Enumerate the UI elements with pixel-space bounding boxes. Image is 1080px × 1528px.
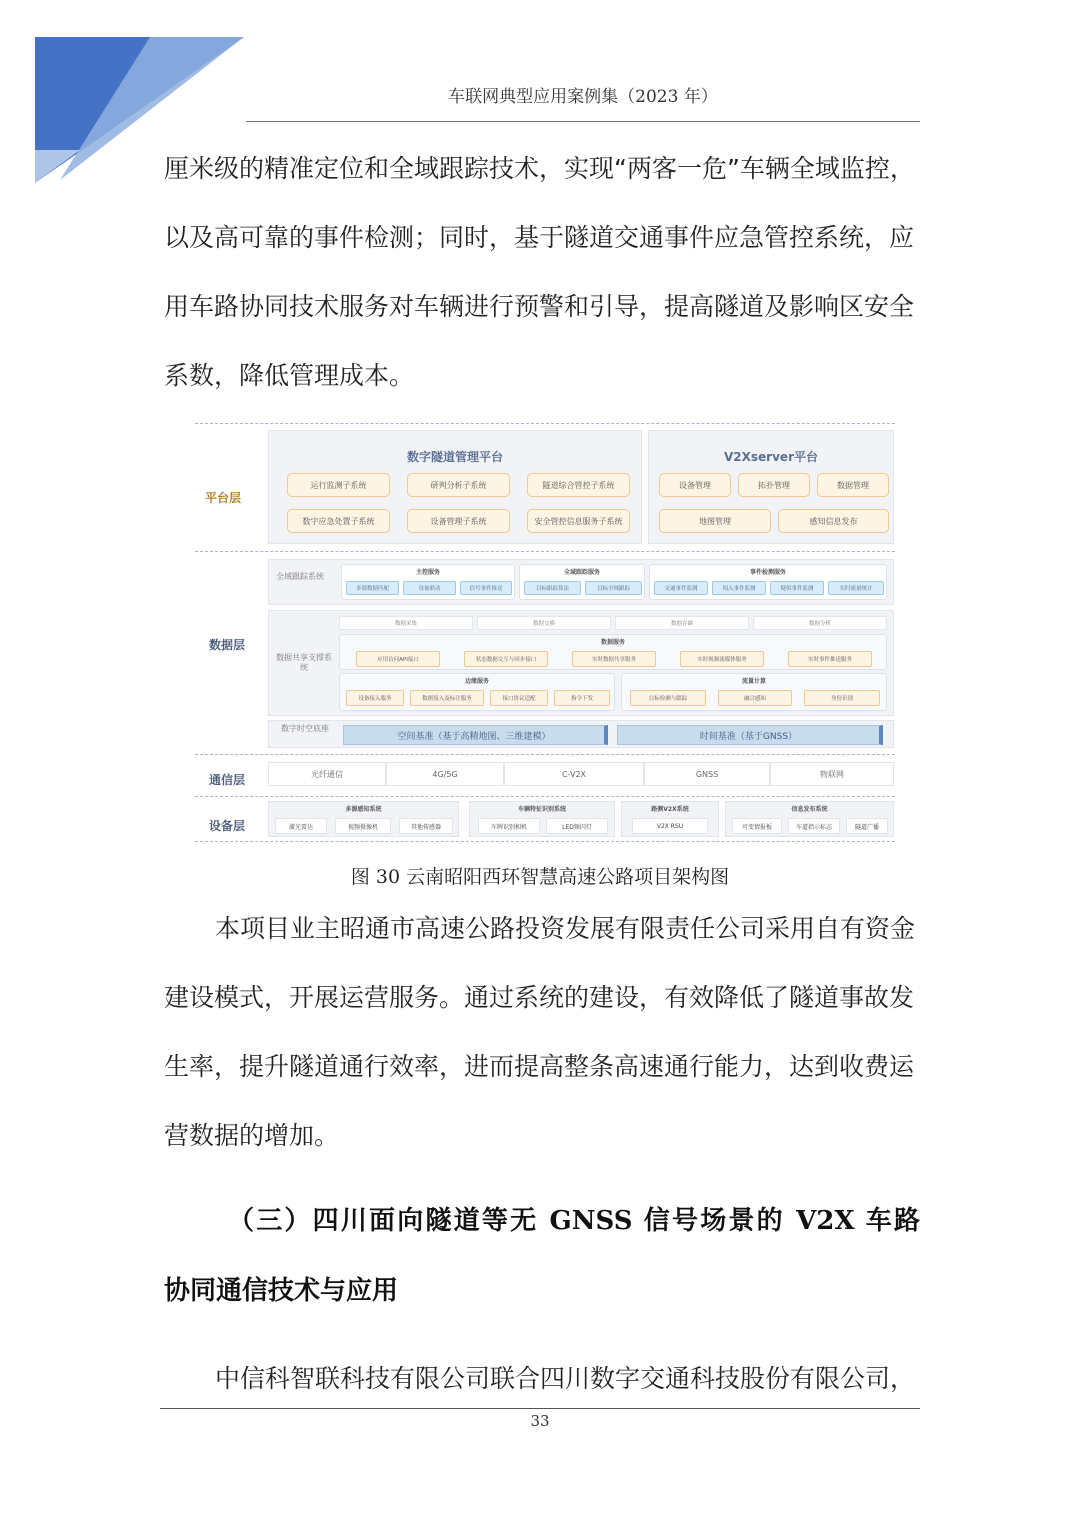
data-sharing-panel bbox=[268, 610, 894, 716]
figure-caption: 图 30 云南昭阳西环智慧高速公路项目架构图 bbox=[350, 866, 730, 888]
service-item: 多源数据匹配 bbox=[346, 581, 399, 595]
platform-module: 感知信息发布 bbox=[778, 509, 889, 533]
device-item: 激光雷达 bbox=[275, 818, 327, 834]
comm-item: C-V2X bbox=[504, 762, 644, 786]
divider-line bbox=[195, 754, 895, 755]
platform-module: 数据管理 bbox=[817, 473, 889, 497]
layer-label-platform: 平台层 bbox=[205, 491, 242, 505]
service-group bbox=[341, 564, 515, 600]
space-reference-bar: 空间基准（基于高精地图、三维建模） bbox=[343, 725, 608, 745]
service-group-title: 事件检测服务 bbox=[749, 569, 786, 576]
platform-module: 运行监测子系统 bbox=[287, 473, 390, 497]
flow-compute-title: 流量计算 bbox=[741, 678, 766, 685]
service-group bbox=[649, 564, 887, 600]
device-group-title: 多源感知系统 bbox=[345, 806, 382, 813]
device-item: 车道指示标志 bbox=[788, 818, 840, 834]
layer-label-device: 设备层 bbox=[209, 819, 246, 833]
edge-service-group bbox=[339, 673, 615, 711]
device-item: V2X RSU bbox=[632, 818, 708, 834]
spatial-base-label: 数字时空底座 bbox=[281, 724, 329, 733]
data-process: 数据分析 bbox=[753, 616, 887, 630]
device-item: 可变情报板 bbox=[732, 818, 782, 834]
device-group bbox=[268, 801, 459, 837]
v2x-platform-panel bbox=[648, 430, 894, 544]
device-item: LED频闪灯 bbox=[546, 818, 608, 834]
data-service-item: 实时视频流媒体服务 bbox=[680, 651, 764, 667]
service-item: 目标跟踪算法 bbox=[524, 581, 581, 595]
tracking-system-panel bbox=[268, 559, 894, 605]
edge-service-item: 接口协议适配 bbox=[490, 690, 548, 706]
architecture-diagram bbox=[195, 421, 895, 845]
section-heading bbox=[164, 1186, 920, 1326]
device-group bbox=[725, 801, 894, 837]
platform-module: 拓扑管理 bbox=[738, 473, 810, 497]
platform-module: 设备管理 bbox=[659, 473, 731, 497]
section-heading-line2: 协同通信技术与应用 bbox=[164, 1276, 399, 1306]
divider-line bbox=[195, 841, 895, 842]
data-process: 数据采集 bbox=[339, 616, 473, 630]
service-item: 疑似事件监测 bbox=[770, 581, 824, 595]
paragraph-intro: 厘米级的精准定位和全域跟踪技术，实现“两客一危”车辆全域监控，以及高可靠的事件检测；同时，基于隧道交通事件应急管控系统，应用车路协同技术服务对车辆进行预警和引导，提高隧道及影响区安全系数，降低管理成本。 bbox=[164, 154, 915, 390]
tunnel-platform-title: 数字隧道管理平台 bbox=[406, 450, 503, 464]
device-item: 隧道广播 bbox=[846, 818, 888, 834]
platform-module: 安全管控信息服务子系统 bbox=[527, 509, 630, 533]
flow-compute-item: 目标检测与跟踪 bbox=[630, 690, 706, 706]
divider-line bbox=[195, 423, 895, 424]
footer-divider bbox=[160, 1408, 920, 1409]
service-group bbox=[519, 564, 645, 600]
header-divider bbox=[246, 121, 920, 122]
data-service-item: 实时数据共享服务 bbox=[572, 651, 656, 667]
platform-module: 设备管理子系统 bbox=[407, 509, 510, 533]
comm-item: 光纤通信 bbox=[268, 762, 386, 786]
service-group-title: 全域跟踪服务 bbox=[563, 569, 600, 576]
service-item: 目标全域跟踪 bbox=[585, 581, 642, 595]
device-group-title: 信息发布系统 bbox=[791, 806, 828, 813]
layer-label-comm: 通信层 bbox=[209, 773, 246, 787]
paragraph-next: 中信科智联科技有限公司联合四川数字交通科技股份有限公司， bbox=[215, 1364, 916, 1393]
device-item: 车牌识别相机 bbox=[478, 818, 540, 834]
divider-line bbox=[195, 551, 895, 552]
device-group bbox=[469, 801, 615, 837]
tunnel-platform-panel bbox=[268, 430, 642, 544]
data-service-item: 实时事件推送服务 bbox=[788, 651, 872, 667]
platform-module: 地图管理 bbox=[659, 509, 771, 533]
data-process: 数据交换 bbox=[477, 616, 611, 630]
service-item: 设备联动 bbox=[403, 581, 456, 595]
service-item: 交通事件监测 bbox=[654, 581, 708, 595]
device-group-title: 路侧V2X系统 bbox=[651, 806, 689, 813]
edge-service-item: 设备接入服务 bbox=[346, 690, 404, 706]
platform-module: 隧道综合管控子系统 bbox=[527, 473, 630, 497]
time-reference-bar: 时间基准（基于GNSS） bbox=[617, 725, 883, 745]
platform-module: 研判分析子系统 bbox=[407, 473, 510, 497]
edge-service-title: 边缘服务 bbox=[464, 678, 489, 685]
service-item: 实时流量统计 bbox=[828, 581, 884, 595]
device-group-title: 车辆特征识别系统 bbox=[517, 806, 566, 813]
comm-item: 物联网 bbox=[770, 762, 894, 786]
service-item: 信号事件推送 bbox=[460, 581, 512, 595]
paragraph-project: 本项目业主昭通市高速公路投资发展有限责任公司采用自有资金建设模式，开展运营服务。通过系统的建设，有效降低了隧道事故发生率，提升隧道通行效率，进而提高整条高速通行能力，达到收费运营数据的增加。 bbox=[164, 914, 916, 1150]
edge-service-item: 指令下发 bbox=[554, 690, 610, 706]
service-group-title: 主控服务 bbox=[415, 569, 440, 576]
spatial-base-panel bbox=[268, 720, 894, 748]
data-sharing-label: 数据共享支撑系统 bbox=[276, 653, 332, 672]
platform-module: 数字应急处置子系统 bbox=[287, 509, 390, 533]
data-process: 数据存储 bbox=[615, 616, 749, 630]
data-service-item: 应用访问API接口 bbox=[356, 651, 440, 667]
device-item: 视频摄像机 bbox=[335, 818, 391, 834]
flow-compute-item: 融合感知 bbox=[718, 690, 792, 706]
service-item: 闯入事件监测 bbox=[712, 581, 766, 595]
tracking-system-label: 全域跟踪系统 bbox=[276, 572, 324, 581]
flow-compute-group bbox=[621, 673, 887, 711]
divider-line bbox=[195, 796, 895, 797]
layer-label-data: 数据层 bbox=[209, 638, 246, 652]
data-service-group bbox=[339, 634, 887, 670]
device-item: 其他传感器 bbox=[399, 818, 453, 834]
section-heading-line1: （三）四川面向隧道等无 GNSS 信号场景的 V2X 车路 bbox=[228, 1206, 920, 1236]
flow-compute-item: 身份识别 bbox=[804, 690, 880, 706]
v2x-platform-title: V2Xserver平台 bbox=[724, 450, 818, 464]
edge-service-item: 数据接入及标注服务 bbox=[410, 690, 484, 706]
comm-item: GNSS bbox=[644, 762, 770, 786]
data-service-item: 状态数据交互与同步接口 bbox=[464, 651, 548, 667]
header-title: 车联网典型应用案例集（2023 年） bbox=[448, 87, 718, 107]
data-service-title: 数据服务 bbox=[600, 639, 625, 646]
device-group bbox=[621, 801, 719, 837]
comm-item: 4G/5G bbox=[386, 762, 504, 786]
page-number: 33 bbox=[530, 1412, 550, 1430]
